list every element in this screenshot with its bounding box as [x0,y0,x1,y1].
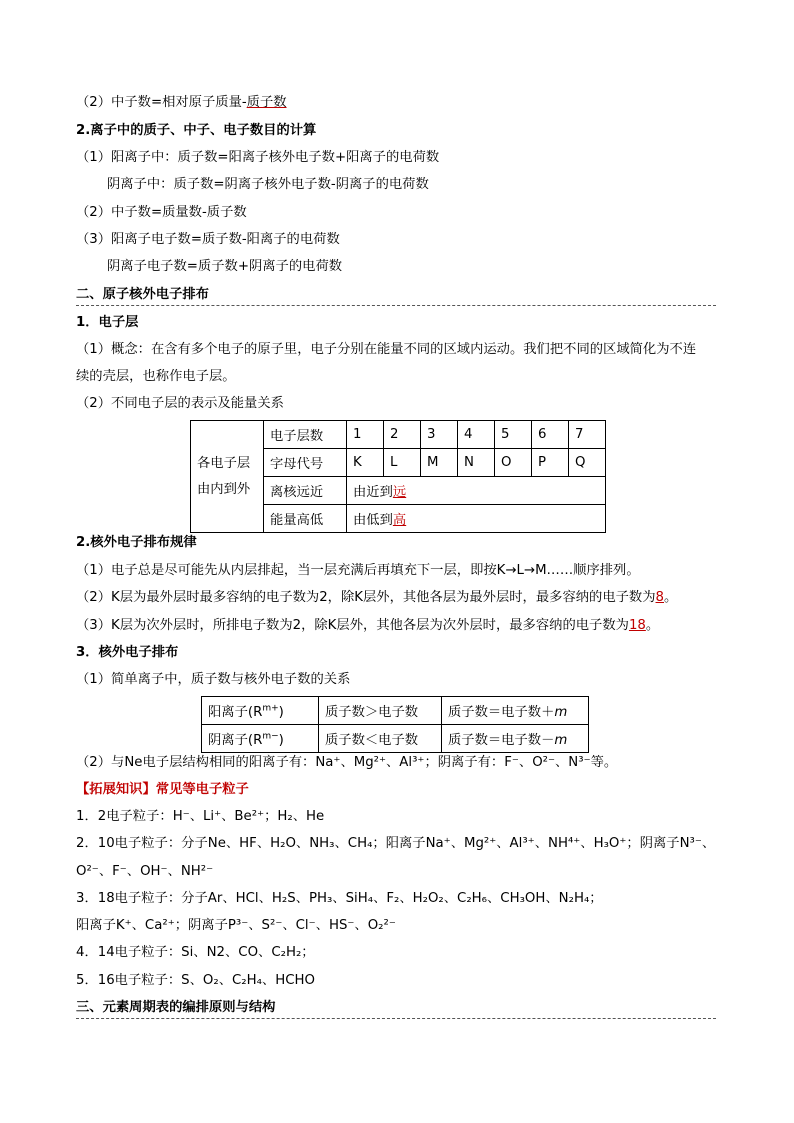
heading-ion-calc: 2.离子中的质子、中子、电子数目的计算 [76,123,317,138]
anion-formula: 质子数＝电子数－m [442,725,589,753]
concept-line-1: （1）概念：在含有多个电子的原子里，电子分别在能量不同的区域内运动。我们把不同的区域简化为不连 [76,342,697,357]
isoelectronic-10: 2．10电子粒子：分子Ne、HF、H₂O、NH₃、CH₄；阳离子Na⁺、Mg²⁺、Al³⁺、NH⁴⁺、H₃O⁺；阴离子N³⁻、 [76,836,716,851]
energy-cell: 由低到高 [347,505,606,533]
isoelectronic-16: 5．16电子粒子：S、O₂、C₂H₄、HCHO [76,973,315,988]
heading-electron-shell: 1．电子层 [76,315,139,330]
shell-letter-cell: N [458,449,495,477]
shell-relation-intro: （2）不同电子层的表示及能量关系 [76,396,284,411]
rule-1: （1）电子总是尽可能先从内层排起，当一层充满后再填充下一层，即按K→L→M……顺序排列。 [76,563,640,578]
shell-number-cell: 1 [347,421,384,449]
section-heading-2: 二、原子核外电子排布 [76,285,716,306]
cation-proton-rule: （1）阳离子中：质子数=阳离子核外电子数+阳离子的电荷数 [76,150,440,165]
shell-letter-cell: P [532,449,569,477]
shell-letter-cell: M [421,449,458,477]
ne-structure-line: （2）与Ne电子层结构相同的阳离子有：Na⁺、Mg²⁺、Al³⁺；阴离子有：F⁻、O²⁻、N³⁻等。 [76,755,618,770]
isoelectronic-18: 3．18电子粒子：分子Ar、HCl、H₂S、PH₃、SiH₄、F₂、H₂O₂、C₂H₆、CH₃OH、N₂H₄； [76,891,603,906]
distance-cell: 由近到远 [347,477,606,505]
neutron-formula: （2）中子数=相对原子质量-质子数 [76,95,287,110]
shell-number-cell: 5 [495,421,532,449]
isoelectronic-18-cont: 阳离子K⁺、Ca²⁺；阴离子P³⁻、S²⁻、Cl⁻、HS⁻、O₂²⁻ [76,918,396,933]
isoelectronic-14: 4．14电子粒子：Si、N2、CO、C₂H₂； [76,945,315,960]
anion-label: 阴离子$(R^{m-})$ [202,725,319,753]
cation-electron-rule: （3）阳离子电子数=质子数-阳离子的电荷数 [76,232,340,247]
neutron-rule: （2）中子数=质量数-质子数 [76,205,247,220]
shell-number-header: 电子层数 [264,421,347,449]
anion-compare: 质子数＜电子数 [319,725,442,753]
shell-table-side-label: 各电子层由内到外 [191,421,264,533]
isoelectronic-2: 1．2电子粒子：H⁻、Li⁺、Be²⁺；H₂、He [76,809,325,824]
shell-number-cell: 3 [421,421,458,449]
heading-arrangement-rules: 2.核外电子排布规律 [76,535,197,550]
cation-formula: 质子数＝电子数＋m [442,697,589,725]
shell-number-cell: 6 [532,421,569,449]
anion-electron-rule: 阴离子电子数=质子数+阴离子的电荷数 [107,259,343,274]
rule-2: （2）K层为最外层时最多容纳的电子数为2，除K层外，其他各层为最外层时，最多容纳的电子数为8。 [76,590,678,605]
extension-callout: 【拓展知识】常见等电子粒子 [76,782,249,797]
shell-letter-cell: K [347,449,384,477]
rule-3: （3）K层为次外层时，所排电子数为2，除K层外，其他各层为次外层时，最多容纳的电子数为18。 [76,618,660,633]
simple-ion-intro: （1）简单离子中，质子数与核外电子数的关系 [76,672,351,687]
shell-letter-cell: O [495,449,532,477]
anion-proton-rule: 阴离子中：质子数=阴离子核外电子数-阴离子的电荷数 [107,177,429,192]
shell-letter-cell: L [384,449,421,477]
shell-table [190,420,606,533]
energy-header: 能量高低 [264,505,347,533]
underlined-answer: 质子数 [246,95,287,110]
shell-number-cell: 7 [569,421,606,449]
shell-number-cell: 4 [458,421,495,449]
section-heading-3: 三、元素周期表的编排原则与结构 [76,998,716,1019]
distance-header: 离核远近 [264,477,347,505]
heading-arrangement: 3．核外电子排布 [76,645,179,660]
isoelectronic-10-cont: O²⁻、F⁻、OH⁻、NH²⁻ [76,864,214,879]
shell-letter-header: 字母代号 [264,449,347,477]
shell-number-cell: 2 [384,421,421,449]
concept-line-2: 续的壳层，也称作电子层。 [76,369,236,384]
shell-letter-cell: Q [569,449,606,477]
ion-table [201,696,589,753]
cation-label: 阳离子$(R^{m+})$ [202,697,319,725]
cation-compare: 质子数＞电子数 [319,697,442,725]
